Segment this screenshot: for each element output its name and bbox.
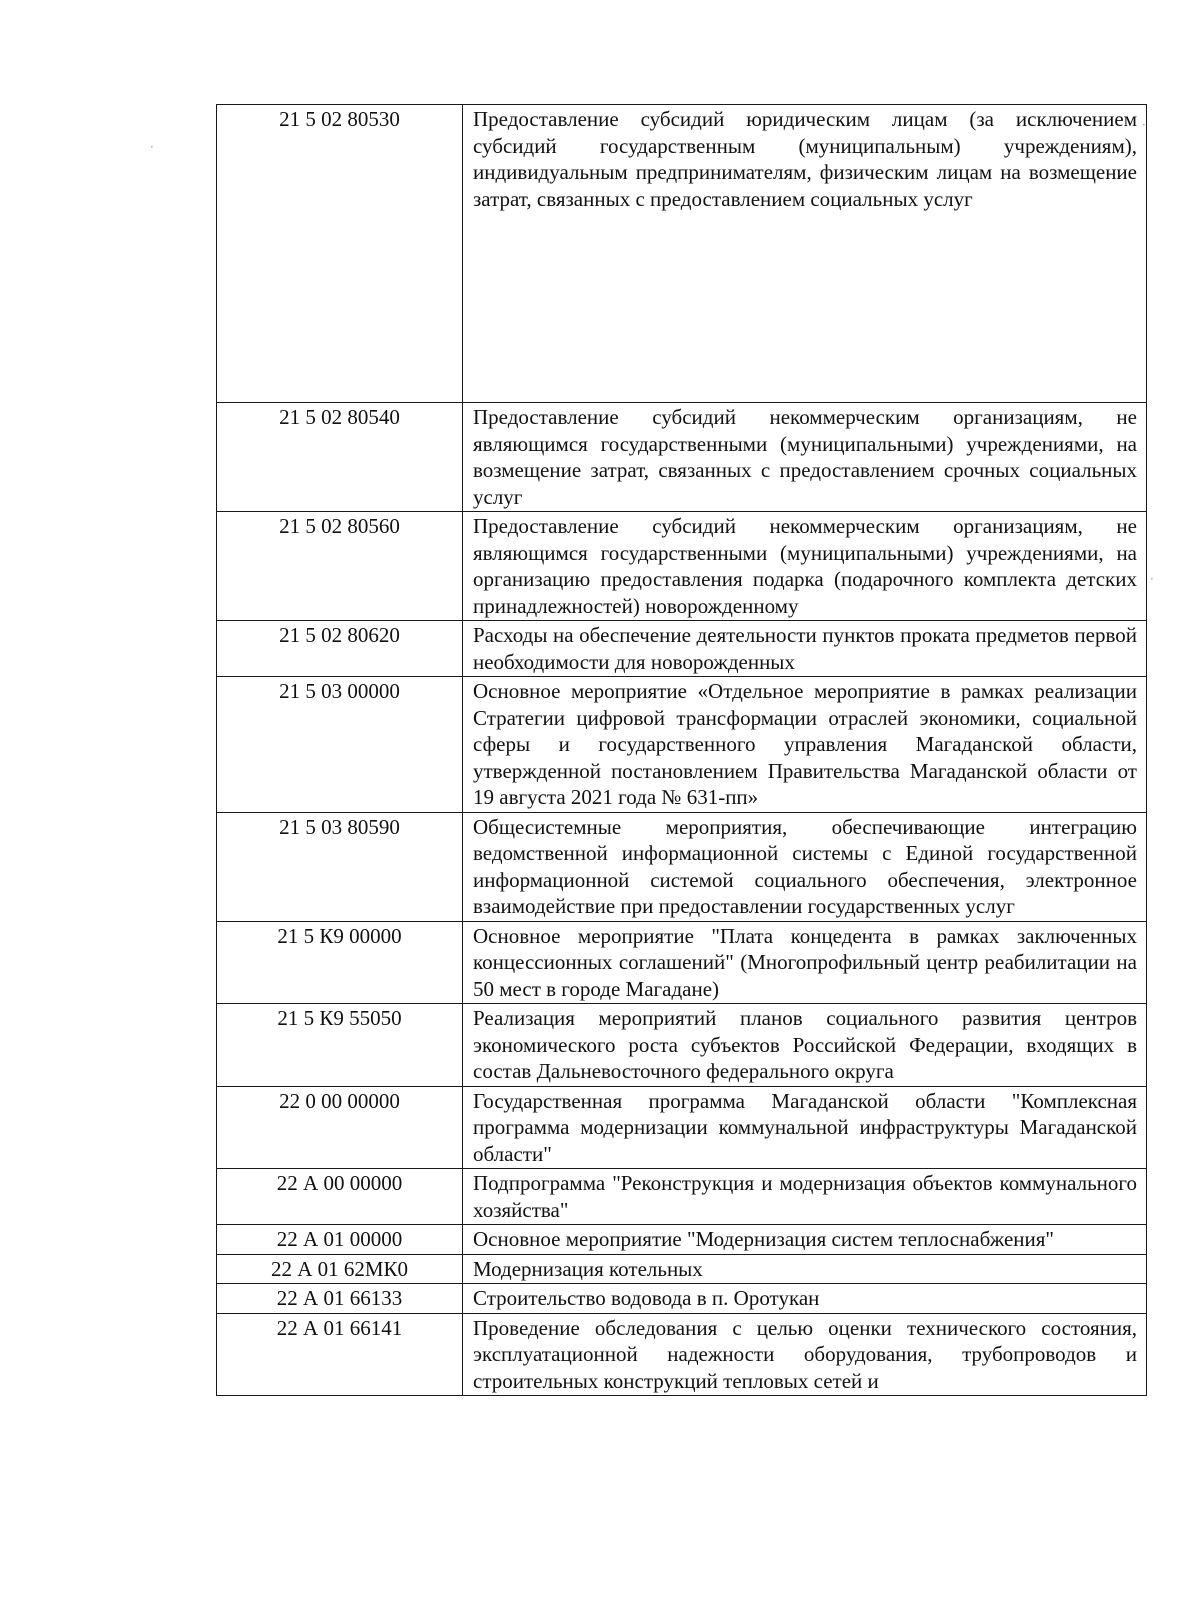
table-row bbox=[217, 812, 1147, 921]
table-row bbox=[217, 1254, 1147, 1284]
code-cell: 22 А 01 66133 bbox=[217, 1284, 463, 1314]
description-cell: Основное мероприятие "Плата концедента в рамках заключенных концессионных соглашений" (Многопрофильный центр реабилитации на 50 мест в городе Магадане) bbox=[463, 921, 1147, 1004]
table-row bbox=[217, 1225, 1147, 1255]
scan-speck: · bbox=[1150, 572, 1154, 586]
table-row bbox=[217, 1086, 1147, 1169]
code-cell: 22 0 00 00000 bbox=[217, 1086, 463, 1169]
table-row bbox=[217, 677, 1147, 813]
code-cell: 21 5 02 80560 bbox=[217, 512, 463, 621]
code-cell: 22 А 00 00000 bbox=[217, 1169, 463, 1225]
code-cell: 21 5 02 80620 bbox=[217, 621, 463, 677]
scan-speck: · bbox=[150, 140, 154, 154]
description-cell: Общесистемные мероприятия, обеспечивающие интеграцию ведомственной информационной системы с Единой государственной информационной системой социального обеспечения, электронное взаимодействие при предоставлении государственных услуг bbox=[463, 812, 1147, 921]
table-row bbox=[217, 1004, 1147, 1087]
table-row bbox=[217, 512, 1147, 621]
description-cell: Модернизация котельных bbox=[463, 1254, 1147, 1284]
code-cell: 21 5 02 80540 bbox=[217, 403, 463, 512]
table-row bbox=[217, 403, 1147, 512]
code-cell: 21 5 03 80590 bbox=[217, 812, 463, 921]
description-cell: Основное мероприятие «Отдельное мероприятие в рамках реализации Стратегии цифровой трансформации отраслей экономики, социальной сферы и государственного управления Магаданской области, утвержденной постановлением Правительства Магаданской области от 19 августа 2021 года № 631-пп» bbox=[463, 677, 1147, 813]
code-cell: 21 5 02 80530 bbox=[217, 105, 463, 403]
table-row bbox=[217, 105, 1147, 403]
description-cell: Реализация мероприятий планов социального развития центров экономического роста субъектов Российской Федерации, входящих в состав Дальневосточного федерального округа bbox=[463, 1004, 1147, 1087]
description-cell: Предоставление субсидий юридическим лицам (за исключением субсидий государственным (муниципальным) учреждениям), индивидуальным предпринимателям, физическим лицам на возмещение затрат, связанных с предоставлением социальных услуг bbox=[463, 105, 1147, 403]
description-cell: Расходы на обеспечение деятельности пунктов проката предметов первой необходимости для новорожденных bbox=[463, 621, 1147, 677]
description-cell: Государственная программа Магаданской области "Комплексная программа модернизации коммунальной инфраструктуры Магаданской области" bbox=[463, 1086, 1147, 1169]
code-cell: 22 А 01 62МК0 bbox=[217, 1254, 463, 1284]
table-row bbox=[217, 1284, 1147, 1314]
code-cell: 22 А 01 00000 bbox=[217, 1225, 463, 1255]
code-cell: 21 5 К9 00000 bbox=[217, 921, 463, 1004]
description-cell: Подпрограмма "Реконструкция и модернизация объектов коммунального хозяйства" bbox=[463, 1169, 1147, 1225]
table-row bbox=[217, 1169, 1147, 1225]
code-cell: 21 5 03 00000 bbox=[217, 677, 463, 813]
code-cell: 21 5 К9 55050 bbox=[217, 1004, 463, 1087]
description-cell: Строительство водовода в п. Оротукан bbox=[463, 1284, 1147, 1314]
table-row bbox=[217, 921, 1147, 1004]
code-cell: 22 А 01 66141 bbox=[217, 1313, 463, 1396]
description-cell: Предоставление субсидий некоммерческим организациям, не являющимся государственными (муниципальными) учреждениями, на возмещение затрат, связанных с предоставлением срочных социальных услуг bbox=[463, 403, 1147, 512]
table-row bbox=[217, 1313, 1147, 1396]
scan-speck: · bbox=[1142, 118, 1146, 132]
budget-code-table bbox=[216, 104, 1147, 1396]
description-cell: Предоставление субсидий некоммерческим организациям, не являющимся государственными (муниципальными) учреждениями, на организацию предоставления подарка (подарочного комплекта детских принадлежностей) новорожденному bbox=[463, 512, 1147, 621]
table-row bbox=[217, 621, 1147, 677]
description-cell: Основное мероприятие "Модернизация систем теплоснабжения" bbox=[463, 1225, 1147, 1255]
description-cell: Проведение обследования с целью оценки технического состояния, эксплуатационной надежности оборудования, трубопроводов и строительных конструкций тепловых сетей и bbox=[463, 1313, 1147, 1396]
